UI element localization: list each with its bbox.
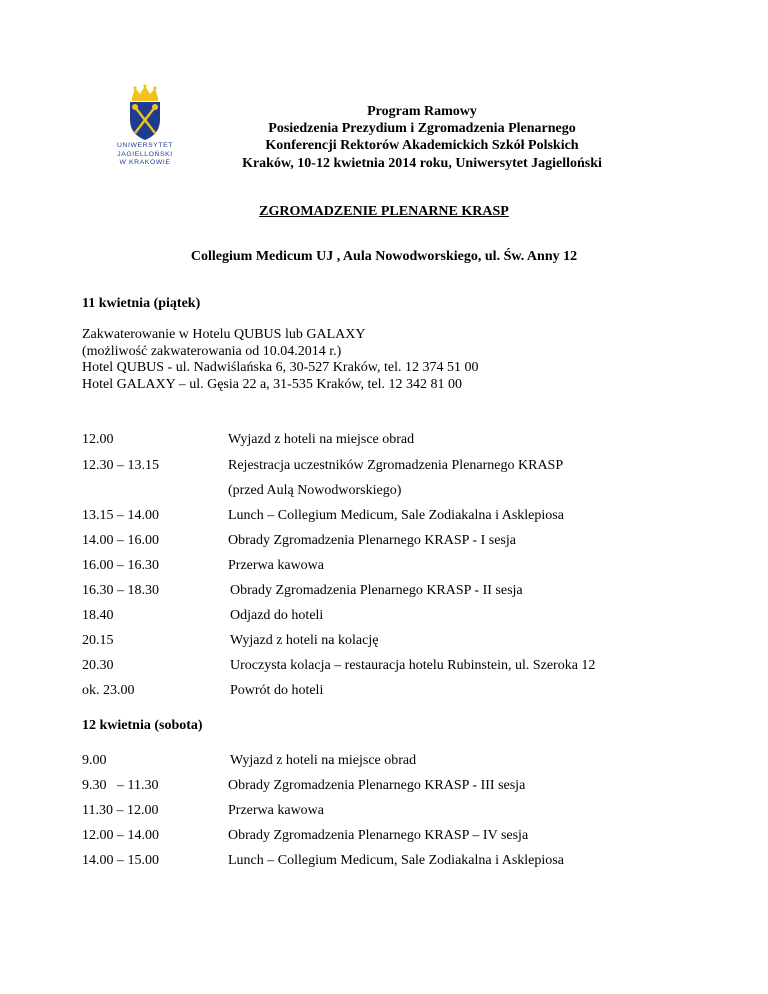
schedule-time: 11.30 – 12.00 bbox=[82, 803, 159, 818]
header-line: Konferencji Rektorów Akademickich Szkół Polskich bbox=[265, 138, 579, 154]
schedule-time: 20.30 bbox=[82, 658, 114, 673]
accommodation-line: (możliwość zakwaterowania od 10.04.2014 r.) bbox=[82, 343, 342, 359]
header-line: Kraków, 10-12 kwietnia 2014 roku, Uniwersytet Jagielloński bbox=[242, 155, 602, 171]
schedule-desc: Rejestracja uczestników Zgromadzenia Plenarnego KRASP bbox=[228, 458, 564, 473]
schedule-desc: Lunch – Collegium Medicum, Sale Zodiakalna i Asklepiosa bbox=[228, 508, 564, 523]
schedule-desc: Powrót do hoteli bbox=[230, 683, 324, 698]
schedule-time: 13.15 – 14.00 bbox=[82, 508, 159, 523]
logo-line: JAGIELLOŃSKI bbox=[117, 150, 173, 158]
schedule-time: 16.30 – 18.30 bbox=[82, 583, 159, 598]
schedule-time: 9.30 – 11.30 bbox=[82, 778, 159, 793]
schedule-desc: Obrady Zgromadzenia Plenarnego KRASP - I sesja bbox=[228, 533, 516, 548]
schedule-desc: Odjazd do hoteli bbox=[230, 608, 324, 623]
accommodation-info bbox=[82, 327, 479, 393]
schedule-desc: Wyjazd z hoteli na miejsce obrad bbox=[228, 432, 415, 447]
header-line: Program Ramowy bbox=[367, 104, 477, 119]
schedule-desc: Obrady Zgromadzenia Plenarnego KRASP – IV sesja bbox=[228, 828, 529, 843]
schedule-time: 14.00 – 15.00 bbox=[82, 853, 159, 868]
venue: Collegium Medicum UJ , Aula Nowodworskiego, ul. Św. Anny 12 bbox=[190, 249, 578, 264]
schedule-desc: Obrady Zgromadzenia Plenarnego KRASP - II sesja bbox=[230, 583, 523, 598]
document-header bbox=[200, 103, 644, 172]
logo-line: UNIWERSYTET bbox=[116, 142, 174, 149]
schedule-desc: Przerwa kawowa bbox=[228, 803, 325, 818]
schedule-desc: Obrady Zgromadzenia Plenarnego KRASP - III sesja bbox=[228, 778, 526, 793]
schedule-time: 12.30 – 13.15 bbox=[82, 458, 159, 473]
logo-line: W KRAKOWIE bbox=[119, 159, 171, 167]
header-line: Posiedzenia Prezydium i Zgromadzenia Plenarnego bbox=[268, 121, 576, 137]
schedule-time: 14.00 – 16.00 bbox=[82, 533, 159, 548]
schedule-desc: Wyjazd z hoteli na kolację bbox=[230, 633, 379, 648]
accommodation-line: Hotel GALAXY – ul. Gęsia 22 a, 31-535 Kraków, tel. 12 342 81 00 bbox=[82, 376, 463, 392]
schedule-time: 12.00 bbox=[82, 432, 114, 447]
schedule-time: 9.00 bbox=[82, 753, 107, 768]
accommodation-line: Hotel QUBUS - ul. Nadwiślańska 6, 30-527 Kraków, tel. 12 374 51 00 bbox=[82, 360, 479, 375]
schedule-desc: (przed Aulą Nowodworskiego) bbox=[228, 483, 402, 498]
schedule-desc: Wyjazd z hoteli na miejsce obrad bbox=[230, 753, 417, 768]
schedule-time: 20.15 bbox=[82, 633, 114, 648]
day1-title: 11 kwietnia (piątek) bbox=[82, 296, 201, 311]
accommodation-line: Zakwaterowanie w Hotelu QUBUS lub GALAXY bbox=[82, 327, 366, 342]
schedule-desc: Uroczysta kolacja – restauracja hotelu Rubinstein, ul. Szeroka 12 bbox=[230, 658, 596, 673]
university-crest-icon bbox=[104, 84, 186, 140]
schedule-desc: Przerwa kawowa bbox=[228, 558, 325, 573]
logo-text bbox=[104, 142, 186, 168]
schedule-time: 18.40 bbox=[82, 608, 114, 623]
section-title: ZGROMADZENIE PLENARNE KRASP bbox=[259, 204, 509, 219]
schedule-time: ok. 23.00 bbox=[82, 683, 135, 698]
day2-title: 12 kwietnia (sobota) bbox=[82, 718, 203, 733]
schedule-desc: Lunch – Collegium Medicum, Sale Zodiakalna i Asklepiosa bbox=[228, 853, 564, 868]
schedule-time: 16.00 – 16.30 bbox=[82, 558, 159, 573]
schedule-time: 12.00 – 14.00 bbox=[82, 828, 159, 843]
